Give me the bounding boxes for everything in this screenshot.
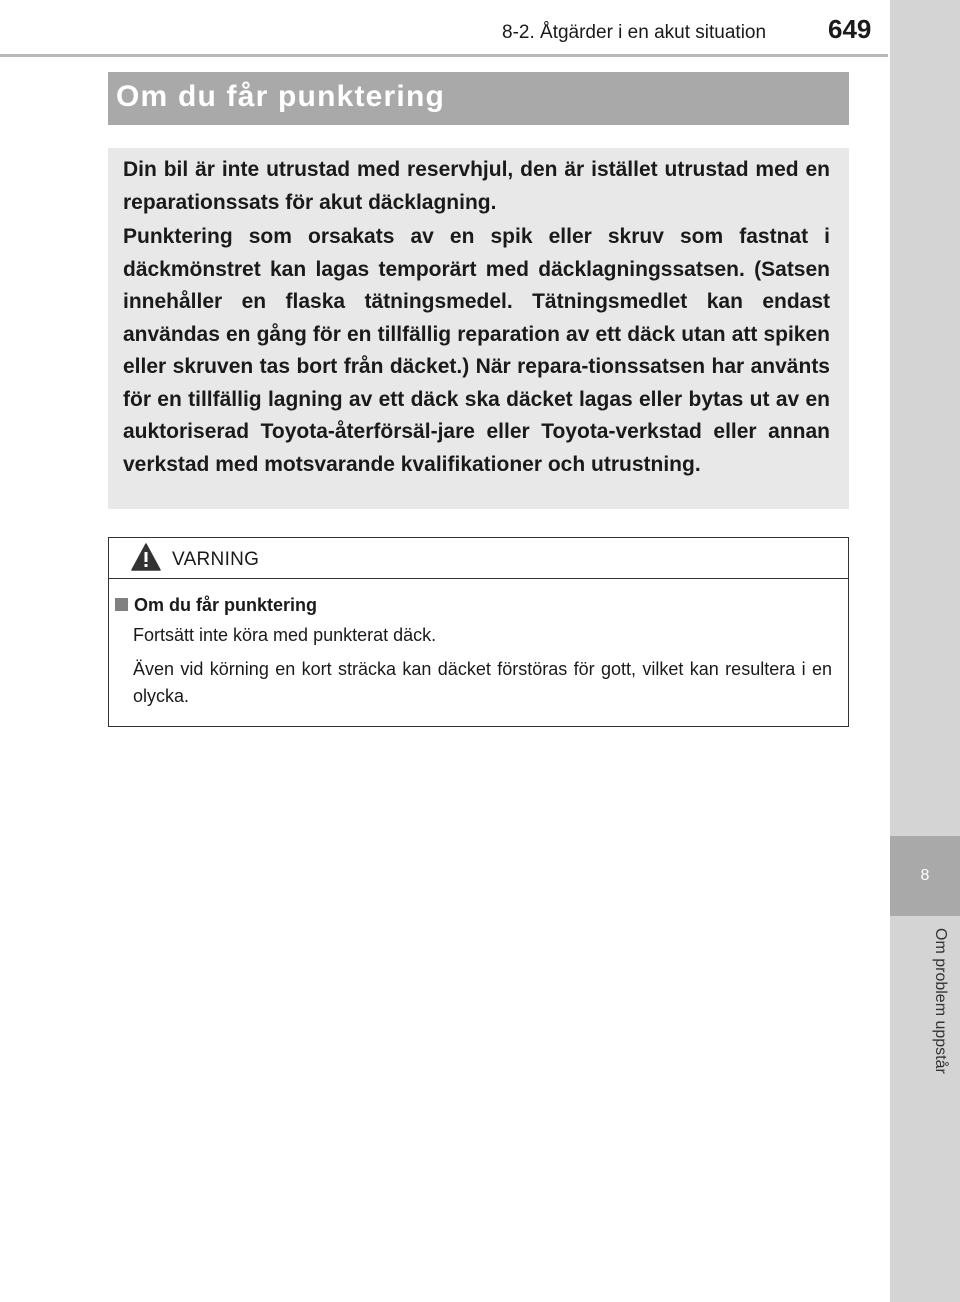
page-number: 649 <box>828 14 872 44</box>
chapter-number: 8 <box>920 867 930 884</box>
warning-line-1: Fortsätt inte köra med punkterat däck. <box>133 625 437 645</box>
warning-label: VARNING <box>172 549 260 570</box>
intro-paragraph-2: Punktering som orsakats av en spik eller skruv som fastnat i däckmönstret kan lagas temporärt med däcklagningssatsen. (Satsen innehåller en flaska tätningsmedel. Tätningsmedlet kan endast användas en gång för en tillfällig reparation av ett däck utan att spiken eller skruven tas bort från däcket.) När repara-tionssatsen har använts för en tillfällig lagning av ett däck ska däcket lagas eller bytas ut av en auktoriserad Toyota-återförsäl-jare eller Toyota-verkstad eller annan verkstad med motsvarande kvalifikationer och utrustning. <box>123 225 830 476</box>
chapter-number-box <box>890 836 960 916</box>
intro-box <box>108 148 849 509</box>
chapter-label-wrap <box>890 928 960 1138</box>
warning-header <box>109 538 848 579</box>
page-title: Om du får punktering <box>116 80 446 113</box>
warning-box <box>108 537 849 727</box>
warning-line-2: Även vid körning en kort sträcka kan däcket förstöras för gott, vilket kan resultera i en olycka. <box>133 659 832 706</box>
section-title: 8-2. Åtgärder i en akut situation <box>502 22 767 43</box>
intro-paragraph-1: Din bil är inte utrustad med reservhjul, den är istället utrustad med en reparationssats för akut däcklagning. <box>123 158 830 214</box>
chapter-label: Om problem uppstår <box>932 928 949 1074</box>
warning-heading: Om du får punktering <box>134 595 318 615</box>
bullet-square-icon <box>115 598 128 611</box>
warning-triangle-icon <box>131 543 161 571</box>
title-bar <box>108 72 849 125</box>
header-rule <box>0 54 888 57</box>
